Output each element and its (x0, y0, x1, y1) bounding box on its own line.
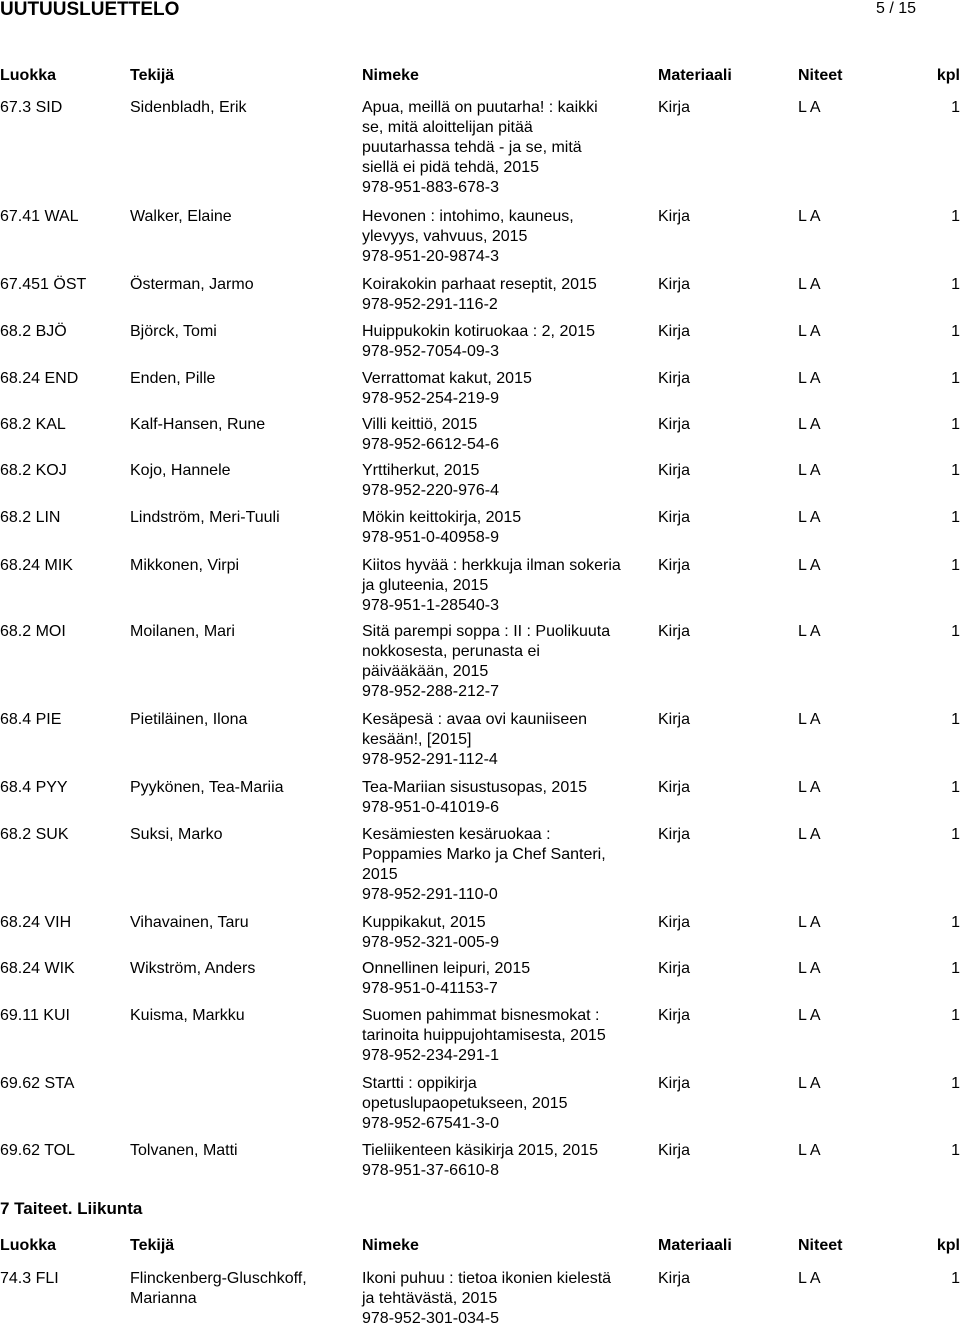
entry-nimeke-line: se, mitä aloittelijan pitää (362, 119, 533, 136)
catalog-entry (0, 556, 960, 614)
entry-niteet: L A (798, 416, 821, 433)
header-niteet: Niteet (798, 1237, 843, 1254)
entry-niteet: L A (798, 1142, 821, 1159)
entry-nimeke-line: Huippukokin kotiruokaa : 2, 2015 (362, 323, 596, 340)
entry-nimeke-line: Yrttiherkut, 2015 (362, 462, 480, 479)
entry-nimeke (362, 207, 652, 267)
entry-niteet: L A (798, 323, 821, 340)
catalog-entry (0, 461, 960, 499)
entry-materiaali: Kirja (658, 99, 691, 116)
entry-luokka: 67.3 SID (0, 99, 63, 116)
entry-luokka: 68.24 MIK (0, 557, 73, 574)
header-materiaali: Materiaali (658, 67, 732, 84)
entry-niteet: L A (798, 208, 821, 225)
entry-tekija-line: Lindström, Meri-Tuuli (130, 509, 280, 526)
entry-luokka: 68.2 LIN (0, 509, 61, 526)
entry-tekija-line: Kuisma, Markku (130, 1007, 245, 1024)
entry-nimeke-line: nokkosesta, perunasta ei (362, 643, 540, 660)
entry-nimeke-line: 978-952-67541-3-0 (362, 1115, 499, 1132)
catalog-entry (0, 1141, 960, 1179)
entry-tekija-line: Kojo, Hannele (130, 462, 231, 479)
entry-nimeke (362, 1269, 652, 1329)
entry-tekija (130, 322, 358, 342)
entry-nimeke-line: 978-952-291-112-4 (362, 751, 498, 768)
entry-nimeke (362, 415, 652, 455)
entry-tekija (130, 622, 358, 642)
entry-niteet: L A (798, 1075, 821, 1092)
entry-kpl: 1 (951, 1075, 960, 1092)
entry-tekija (130, 508, 358, 528)
entry-materiaali: Kirja (658, 1142, 691, 1159)
entry-niteet: L A (798, 623, 821, 640)
entry-niteet: L A (798, 509, 821, 526)
entry-tekija (130, 369, 358, 389)
entry-luokka: 68.24 END (0, 370, 79, 387)
page-title: UUTUUSLUETTELO (0, 0, 180, 20)
entry-luokka: 68.2 SUK (0, 826, 69, 843)
entry-nimeke (362, 1006, 652, 1066)
entry-nimeke-line: Hevonen : intohimo, kauneus, (362, 208, 574, 225)
entry-kpl: 1 (951, 276, 960, 293)
entry-niteet: L A (798, 557, 821, 574)
entry-tekija (130, 710, 358, 730)
entry-luokka: 67.451 ÖST (0, 276, 87, 293)
entry-nimeke-line: 978-952-234-291-1 (362, 1047, 499, 1064)
entry-nimeke (362, 98, 652, 198)
entry-materiaali: Kirja (658, 960, 691, 977)
entry-tekija-line: Sidenbladh, Erik (130, 99, 247, 116)
entry-tekija-line: Moilanen, Mari (130, 623, 235, 640)
catalog-entry (0, 322, 960, 360)
entry-kpl: 1 (951, 323, 960, 340)
entry-luokka: 68.24 VIH (0, 914, 72, 931)
entry-nimeke (362, 508, 652, 548)
entry-niteet: L A (798, 914, 821, 931)
entry-nimeke-line: Kuppikakut, 2015 (362, 914, 486, 931)
entry-materiaali: Kirja (658, 208, 691, 225)
entry-niteet: L A (798, 711, 821, 728)
entry-nimeke-line: 978-951-37-6610-8 (362, 1162, 499, 1179)
entry-kpl: 1 (951, 509, 960, 526)
entry-materiaali: Kirja (658, 557, 691, 574)
entry-luokka: 67.41 WAL (0, 208, 79, 225)
entry-nimeke-line: ja tehtävästä, 2015 (362, 1290, 498, 1307)
entry-materiaali: Kirja (658, 1007, 691, 1024)
entry-kpl: 1 (951, 826, 960, 843)
entry-nimeke-line: 978-951-20-9874-3 (362, 248, 499, 265)
entry-luokka: 69.11 KUI (0, 1007, 70, 1024)
entry-materiaali: Kirja (658, 276, 691, 293)
entry-materiaali: Kirja (658, 779, 691, 796)
entry-niteet: L A (798, 960, 821, 977)
column-header-row (0, 1236, 960, 1256)
entry-luokka: 69.62 TOL (0, 1142, 76, 1159)
entry-tekija (130, 556, 358, 576)
catalog-entry (0, 710, 960, 768)
entry-tekija-line: Wikström, Anders (130, 960, 256, 977)
entry-nimeke-line: 978-952-291-116-2 (362, 296, 498, 313)
entry-kpl: 1 (951, 557, 960, 574)
entry-luokka: 68.2 KOJ (0, 462, 67, 479)
entry-nimeke-line: 978-952-301-034-5 (362, 1310, 499, 1327)
entry-tekija (130, 207, 358, 227)
catalog-entry (0, 275, 960, 313)
entry-nimeke (362, 1074, 652, 1134)
entry-nimeke-line: 978-951-883-678-3 (362, 179, 499, 196)
catalog-entry (0, 1269, 960, 1327)
header-materiaali: Materiaali (658, 1237, 732, 1254)
entry-tekija (130, 778, 358, 798)
entry-nimeke (362, 369, 652, 409)
entry-tekija-line: Pyykönen, Tea-Mariia (130, 779, 284, 796)
entry-kpl: 1 (951, 208, 960, 225)
entry-materiaali: Kirja (658, 462, 691, 479)
entry-niteet: L A (798, 779, 821, 796)
catalog-entry (0, 508, 960, 546)
entry-kpl: 1 (951, 99, 960, 116)
entry-nimeke (362, 710, 652, 770)
entry-tekija (130, 275, 358, 295)
section-title: 7 Taiteet. Liikunta (0, 1199, 143, 1218)
entry-nimeke-line: 978-952-254-219-9 (362, 390, 499, 407)
header-luokka: Luokka (0, 67, 57, 84)
entry-nimeke-line: opetuslupaopetukseen, 2015 (362, 1095, 568, 1112)
entry-tekija (130, 959, 358, 979)
entry-kpl: 1 (951, 779, 960, 796)
entry-tekija-line: Flinckenberg-Gluschkoff, (130, 1270, 307, 1287)
entry-niteet: L A (798, 1270, 821, 1287)
entry-luokka: 74.3 FLI (0, 1270, 59, 1287)
entry-nimeke-line: 978-951-0-41153-7 (362, 980, 498, 997)
entry-niteet: L A (798, 99, 821, 116)
entry-tekija (130, 98, 358, 118)
entry-tekija (130, 1006, 358, 1026)
catalog-entry (0, 207, 960, 265)
entry-nimeke-line: Onnellinen leipuri, 2015 (362, 960, 531, 977)
entry-niteet: L A (798, 462, 821, 479)
header-kpl: kpl (936, 1237, 960, 1254)
entry-tekija-line: Pietiläinen, Ilona (130, 711, 248, 728)
entry-nimeke-line: kesään!, [2015] (362, 731, 472, 748)
catalog-entry (0, 415, 960, 453)
catalog-entry (0, 825, 960, 903)
entry-nimeke-line: Kesäpesä : avaa ovi kauniiseen (362, 711, 588, 728)
entry-kpl: 1 (951, 1007, 960, 1024)
entry-nimeke-line: 978-951-0-41019-6 (362, 799, 499, 816)
entry-materiaali: Kirja (658, 914, 691, 931)
entry-materiaali: Kirja (658, 623, 691, 640)
catalog-entry (0, 959, 960, 997)
entry-kpl: 1 (951, 370, 960, 387)
entry-tekija (130, 825, 358, 845)
entry-nimeke-line: Tea-Mariian sisustusopas, 2015 (362, 779, 588, 796)
entry-kpl: 1 (951, 416, 960, 433)
catalog-entry (0, 98, 960, 196)
header-niteet: Niteet (798, 67, 843, 84)
catalog-entry (0, 1074, 960, 1132)
entry-luokka: 68.2 MOI (0, 623, 66, 640)
entry-nimeke-line: Villi keittiö, 2015 (362, 416, 478, 433)
entry-materiaali: Kirja (658, 323, 691, 340)
entry-nimeke-line: 2015 (362, 866, 398, 883)
entry-nimeke-line: ylevyys, vahvuus, 2015 (362, 228, 528, 245)
entry-materiaali: Kirja (658, 370, 691, 387)
entry-tekija-line: Marianna (130, 1290, 197, 1307)
entry-tekija (130, 1269, 358, 1309)
entry-nimeke-line: Ikoni puhuu : tietoa ikonien kielestä (362, 1270, 612, 1287)
entry-materiaali: Kirja (658, 416, 691, 433)
entry-kpl: 1 (951, 1270, 960, 1287)
entry-tekija (130, 1141, 358, 1161)
entry-tekija-line: Tolvanen, Matti (130, 1142, 238, 1159)
entry-tekija-line: Österman, Jarmo (130, 276, 254, 293)
header-nimeke: Nimeke (362, 67, 419, 84)
entry-nimeke (362, 913, 652, 953)
entry-luokka: 68.4 PYY (0, 779, 68, 796)
entry-nimeke-line: 978-952-321-005-9 (362, 934, 499, 951)
catalog-entry (0, 622, 960, 700)
entry-nimeke-line: 978-951-1-28540-3 (362, 597, 499, 614)
catalog-entry (0, 369, 960, 407)
entry-niteet: L A (798, 370, 821, 387)
entry-nimeke-line: Poppamies Marko ja Chef Santeri, (362, 846, 606, 863)
entry-luokka: 69.62 STA (0, 1075, 75, 1092)
entry-materiaali: Kirja (658, 509, 691, 526)
header-nimeke: Nimeke (362, 1237, 419, 1254)
entry-materiaali: Kirja (658, 826, 691, 843)
entry-nimeke (362, 825, 652, 905)
entry-nimeke-line: 978-952-291-110-0 (362, 886, 498, 903)
entry-kpl: 1 (951, 914, 960, 931)
entry-nimeke-line: Sitä parempi soppa : II : Puolikuuta (362, 623, 611, 640)
entry-kpl: 1 (951, 711, 960, 728)
entry-niteet: L A (798, 1007, 821, 1024)
entry-nimeke-line: ja gluteenia, 2015 (362, 577, 489, 594)
entry-tekija-line: Walker, Elaine (130, 208, 232, 225)
entry-kpl: 1 (951, 960, 960, 977)
entry-nimeke-line: Koirakokin parhaat reseptit, 2015 (362, 276, 597, 293)
entry-nimeke (362, 622, 652, 702)
entry-nimeke-line: Apua, meillä on puutarha! : kaikki (362, 99, 598, 116)
entry-kpl: 1 (951, 462, 960, 479)
entry-nimeke (362, 322, 652, 362)
entry-nimeke-line: Kiitos hyvää : herkkuja ilman sokeria (362, 557, 621, 574)
entry-kpl: 1 (951, 1142, 960, 1159)
entry-nimeke-line: 978-952-6612-54-6 (362, 436, 499, 453)
entry-luokka: 68.4 PIE (0, 711, 62, 728)
header-luokka: Luokka (0, 1237, 57, 1254)
entry-tekija (130, 461, 358, 481)
entry-materiaali: Kirja (658, 711, 691, 728)
entry-luokka: 68.24 WIK (0, 960, 75, 977)
entry-nimeke-line: puutarhassa tehdä - ja se, mitä (362, 139, 582, 156)
entry-nimeke-line: tarinoita huippujohtamisesta, 2015 (362, 1027, 606, 1044)
entry-nimeke-line: 978-952-7054-09-3 (362, 343, 499, 360)
entry-nimeke (362, 1141, 652, 1181)
entry-nimeke-line: Suomen pahimmat bisnesmokat : (362, 1007, 600, 1024)
entry-luokka: 68.2 KAL (0, 416, 66, 433)
catalog-entry (0, 778, 960, 816)
entry-nimeke-line: Startti : oppikirja (362, 1075, 477, 1092)
entry-nimeke-line: Kesämiesten kesäruokaa : (362, 826, 551, 843)
entry-tekija-line: Kalf-Hansen, Rune (130, 416, 266, 433)
entry-tekija-line: Björck, Tomi (130, 323, 217, 340)
entry-materiaali: Kirja (658, 1075, 691, 1092)
entry-tekija-line: Vihavainen, Taru (130, 914, 249, 931)
entry-tekija-line: Suksi, Marko (130, 826, 223, 843)
entry-tekija (130, 415, 358, 435)
header-tekija: Tekijä (130, 67, 175, 84)
header-tekija: Tekijä (130, 1237, 175, 1254)
entry-nimeke-line: 978-952-288-212-7 (362, 683, 499, 700)
entry-tekija (130, 913, 358, 933)
column-header-row (0, 66, 960, 86)
entry-nimeke (362, 275, 652, 315)
entry-nimeke-line: Verrattomat kakut, 2015 (362, 370, 532, 387)
header-kpl: kpl (936, 67, 960, 84)
entry-kpl: 1 (951, 623, 960, 640)
entry-nimeke (362, 778, 652, 818)
entry-nimeke-line: siellä ei pidä tehdä, 2015 (362, 159, 540, 176)
entry-niteet: L A (798, 276, 821, 293)
entry-nimeke (362, 461, 652, 501)
entry-nimeke-line: päivääkään, 2015 (362, 663, 489, 680)
entry-nimeke-line: 978-952-220-976-4 (362, 482, 499, 499)
entry-nimeke-line: Mökin keittokirja, 2015 (362, 509, 522, 526)
entry-nimeke-line: Tieliikenteen käsikirja 2015, 2015 (362, 1142, 598, 1159)
entry-tekija-line: Mikkonen, Virpi (130, 557, 240, 574)
catalog-entry (0, 1006, 960, 1064)
entry-nimeke (362, 556, 652, 616)
entry-niteet: L A (798, 826, 821, 843)
entry-nimeke (362, 959, 652, 999)
catalog-entry (0, 913, 960, 951)
entry-tekija-line: Enden, Pille (130, 370, 216, 387)
entry-materiaali: Kirja (658, 1270, 691, 1287)
page-number: 5 / 15 (875, 0, 916, 17)
entry-luokka: 68.2 BJÖ (0, 323, 67, 340)
entry-nimeke-line: 978-951-0-40958-9 (362, 529, 499, 546)
